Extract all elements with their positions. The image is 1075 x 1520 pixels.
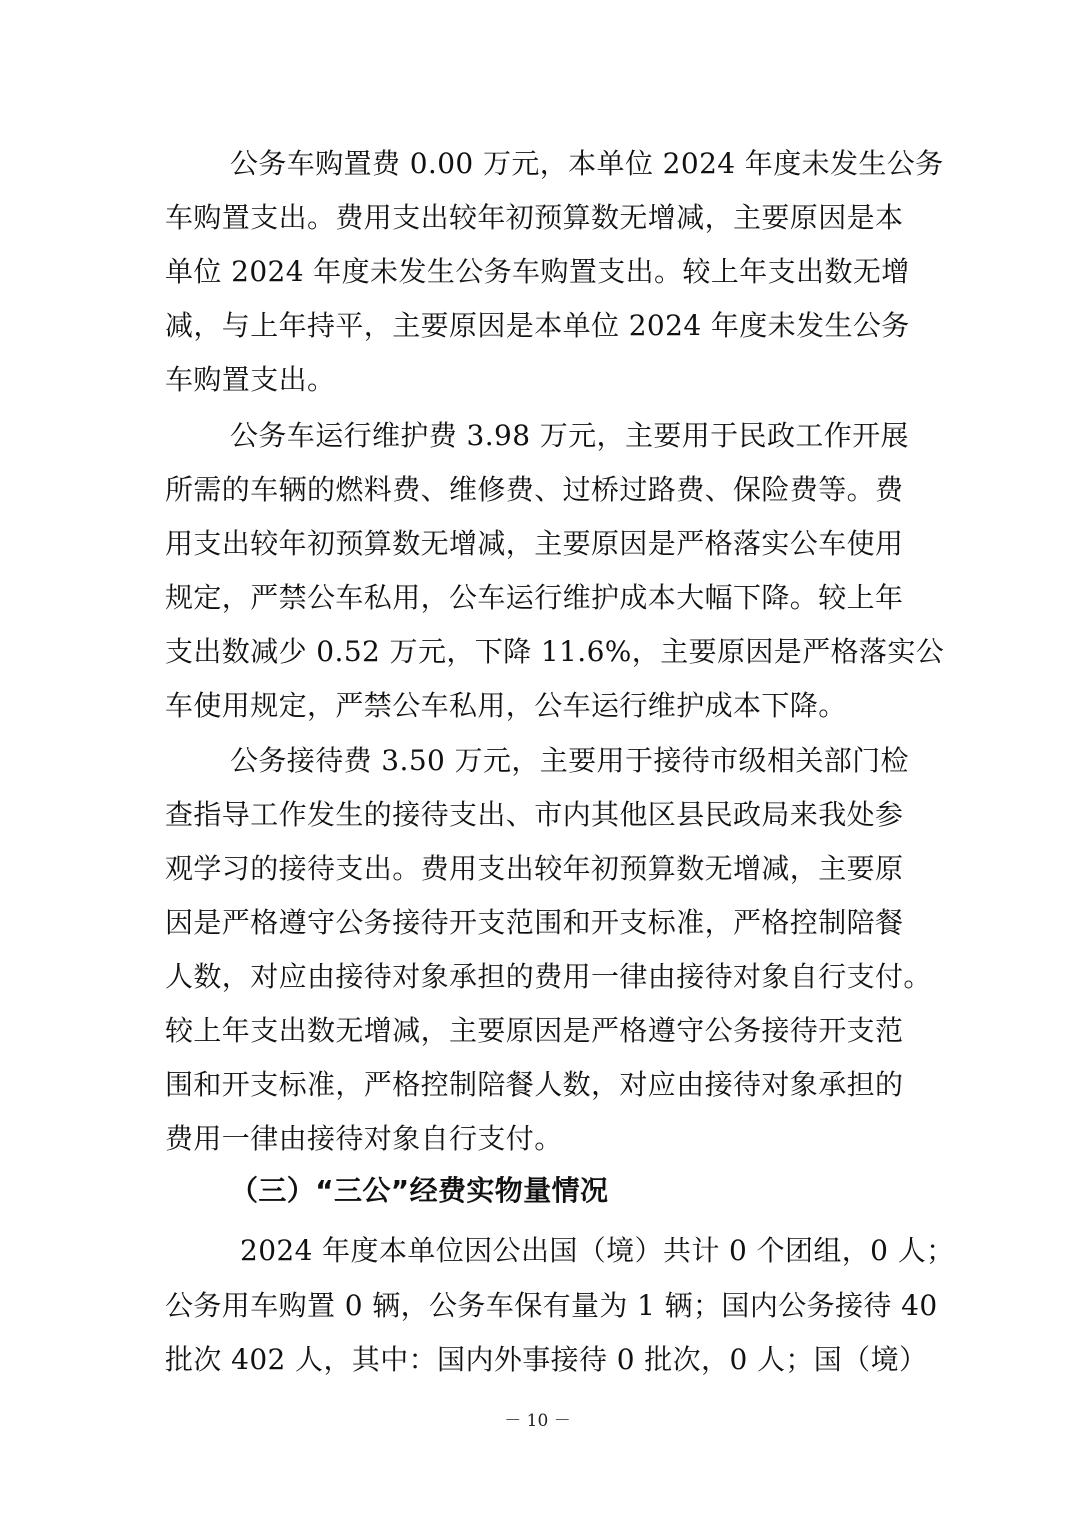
body-text-line: 2024 年度本单位因公出国（境）共计 0 个团组，0 人； [240, 1234, 955, 1267]
body-text-line: 观学习的接待支出。费用支出较年初预算数无增减，主要原 [165, 852, 904, 885]
body-text-line: 所需的车辆的燃料费、维修费、过桥过路费、保险费等。费 [165, 473, 904, 506]
body-text-line: 车购置支出。 [165, 363, 336, 396]
body-text-line: 用支出较年初预算数无增减，主要原因是严格落实公车使用 [165, 527, 904, 560]
body-text-line: 因是严格遵守公务接待开支范围和开支标准，严格控制陪餐 [165, 906, 904, 939]
body-text-line: 单位 2024 年度未发生公务车购置支出。较上年支出数无增 [165, 255, 910, 288]
body-text-line: 车使用规定，严禁公车私用，公车运行维护成本下降。 [165, 689, 847, 722]
page-number: － 10 － [504, 1411, 571, 1431]
body-text-line: 批次 402 人，其中：国内外事接待 0 批次，0 人；国（境） [165, 1343, 928, 1376]
body-text-line: 查指导工作发生的接待支出、市内其他区县民政局来我处参 [165, 798, 904, 831]
body-text-line: 公务车购置费 0.00 万元，本单位 2024 年度未发生公务 [230, 147, 944, 180]
body-text-line: 规定，严禁公车私用，公车运行维护成本大幅下降。较上年 [165, 581, 904, 614]
section-heading: （三）“三公”经费实物量情况 [230, 1174, 609, 1207]
body-text-line: 减，与上年持平，主要原因是本单位 2024 年度未发生公务 [165, 309, 910, 342]
body-text-line: 公务用车购置 0 辆，公务车保有量为 1 辆；国内公务接待 40 [165, 1289, 938, 1322]
body-text-line: 较上年支出数无增减，主要原因是严格遵守公务接待开支范 [165, 1014, 904, 1047]
body-text-line: 车购置支出。费用支出较年初预算数无增减，主要原因是本 [165, 201, 904, 234]
body-text-line: 支出数减少 0.52 万元，下降 11.6%，主要原因是严格落实公 [165, 635, 945, 668]
body-text-line: 公务接待费 3.50 万元，主要用于接待市级相关部门检 [230, 744, 909, 777]
body-text-line: 费用一律由接待对象自行支付。 [165, 1122, 563, 1155]
body-text-line: 围和开支标准，严格控制陪餐人数，对应由接待对象承担的 [165, 1068, 904, 1101]
body-text-line: 公务车运行维护费 3.98 万元，主要用于民政工作开展 [230, 419, 909, 452]
body-text-line: 人数，对应由接待对象承担的费用一律由接待对象自行支付。 [165, 960, 932, 993]
